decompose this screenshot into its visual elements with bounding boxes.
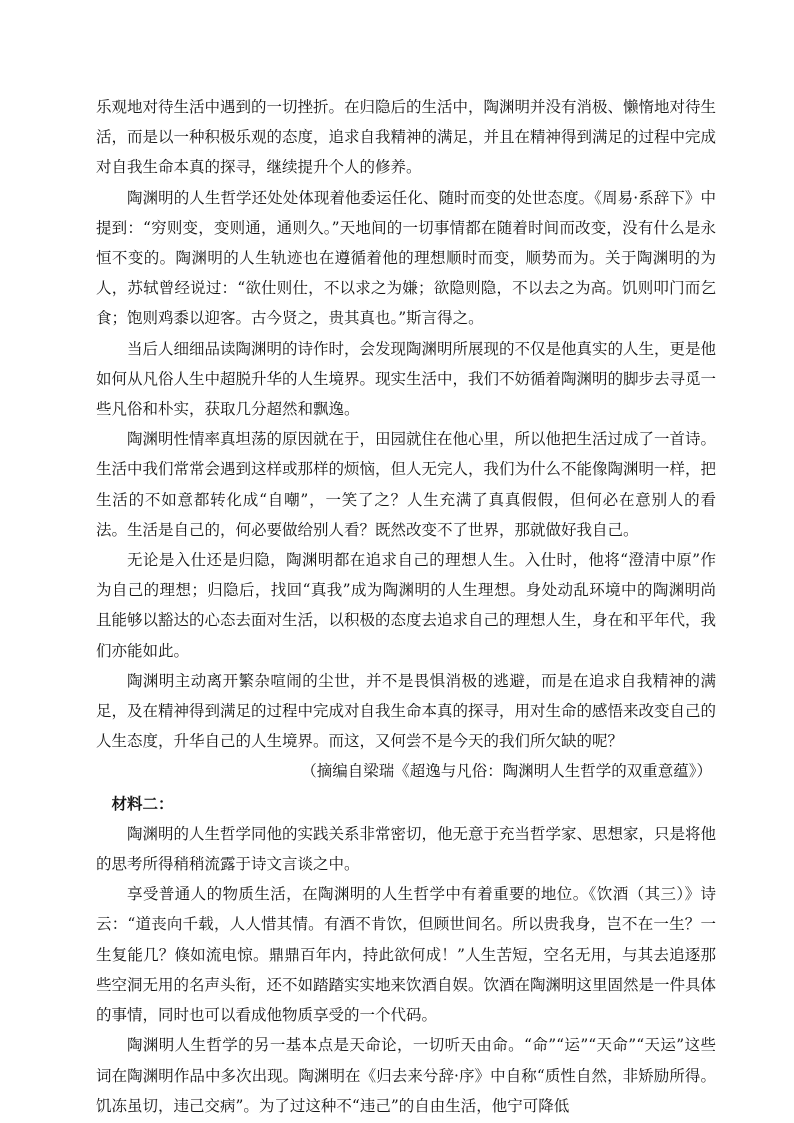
paragraph: 享受普通人的物质生活，在陶渊明的人生哲学中有着重要的地位。《饮酒（其三）》诗云：“道丧向千载，人人惜其情。有酒不肯饮，但顾世间名。所以贵我身，岂不在一生？一生复能几？倏如流电惊。鼎鼎百年内，持此欲何成！”人生苦短，空名无用，与其去追逐那些空洞无用的名声头衔，还不如踏踏实实地来饮酒自娱。饮酒在陶渊明这里固然是一件具体的事情，同时也可以看成他物质享受的一个代码。 — [96, 885, 717, 1025]
paragraph: 乐观地对待生活中遇到的一切挫折。在归隐后的生活中，陶渊明并没有消极、懒惰地对待生活，而是以一种积极乐观的态度，追求自我精神的满足，并且在精神得到满足的过程中完成对自我生命本真的探寻，继续提升个人的修养。 — [96, 98, 717, 177]
paragraph: 陶渊明的人生哲学同他的实践关系非常密切，他无意于充当哲学家、思想家，只是将他的思考所得稍稍流露于诗文言谈之中。 — [96, 824, 717, 874]
source-citation: （摘编自梁瑞《超逸与凡俗：陶渊明人生哲学的双重意蕴》） — [301, 762, 712, 781]
paragraph: 无论是入仕还是归隐，陶渊明都在追求自己的理想人生。入仕时，他将“澄清中原”作为自己的理想；归隐后，找回“真我”成为陶渊明的人生理想。身处动乱环境中的陶渊明尚且能够以豁达的心态去面对生活，以积极的态度去追求自己的理想人生，身在和平年代，我们亦能如此。 — [96, 551, 717, 660]
paragraph: 陶渊明人生哲学的另一基本点是天命论，一切听天由命。“命”“运”“天命”“天运”这些词在陶渊明作品中多次出现。陶渊明在《归去来兮辞·序》中自称“质性自然，非矫励所得。饥冻虽切，违己交病”。为了过这种不“违己”的自由生活，他宁可降低 — [96, 1036, 716, 1115]
paragraph: 当后人细细品读陶渊明的诗作时，会发现陶渊明所展现的不仅是他真实的人生，更是他如何从凡俗人生中超脱升华的人生境界。现实生活中，我们不妨循着陶渊明的脚步去寻觅一些凡俗和朴实，获取几分超然和飘逸。 — [96, 339, 717, 419]
paragraph: 陶渊明主动离开繁杂喧闹的尘世，并不是畏惧消极的逃避，而是在追求自我精神的满足，及在精神得到满足的过程中完成对自我生命本真的探寻，用对生命的感悟来改变自己的人生态度，升华自己的人生境界。而这，又何尝不是今天的我们所欠缺的呢？ — [96, 671, 717, 751]
section-heading: 材料二： — [111, 793, 174, 813]
paragraph: 陶渊明的人生哲学还处处体现着他委运任化、随时而变的处世态度。《周易·系辞下》中提到：“穷则变，变则通，通则久。”天地间的一切事情都在随着时间而改变，没有什么是永恒不变的。陶渊明的人生轨迹也在遵循着他的理想顺时而变，顺势而为。关于陶渊明的为人，苏轼曾经说过：“欲仕则仕，不以求之为嫌；欲隐则隐，不以去之为高。饥则叩门而乞食；饱则鸡黍以迎客。古今贤之，贵其真也。”斯言得之。 — [96, 188, 716, 328]
document-body — [96, 92, 716, 1121]
paragraph: 陶渊明性情率真坦荡的原因就在于，田园就住在他心里，所以他把生活过成了一首诗。生活中我们常常会遇到这样或那样的烦恼，但人无完人，我们为什么不能像陶渊明一样，把生活的不如意都转化成“自嘲”，一笑了之？人生充满了真真假假，但何必在意别人的看法。生活是自己的，何必要做给别人看？既然改变不了世界，那就做好我自己。 — [96, 430, 717, 539]
